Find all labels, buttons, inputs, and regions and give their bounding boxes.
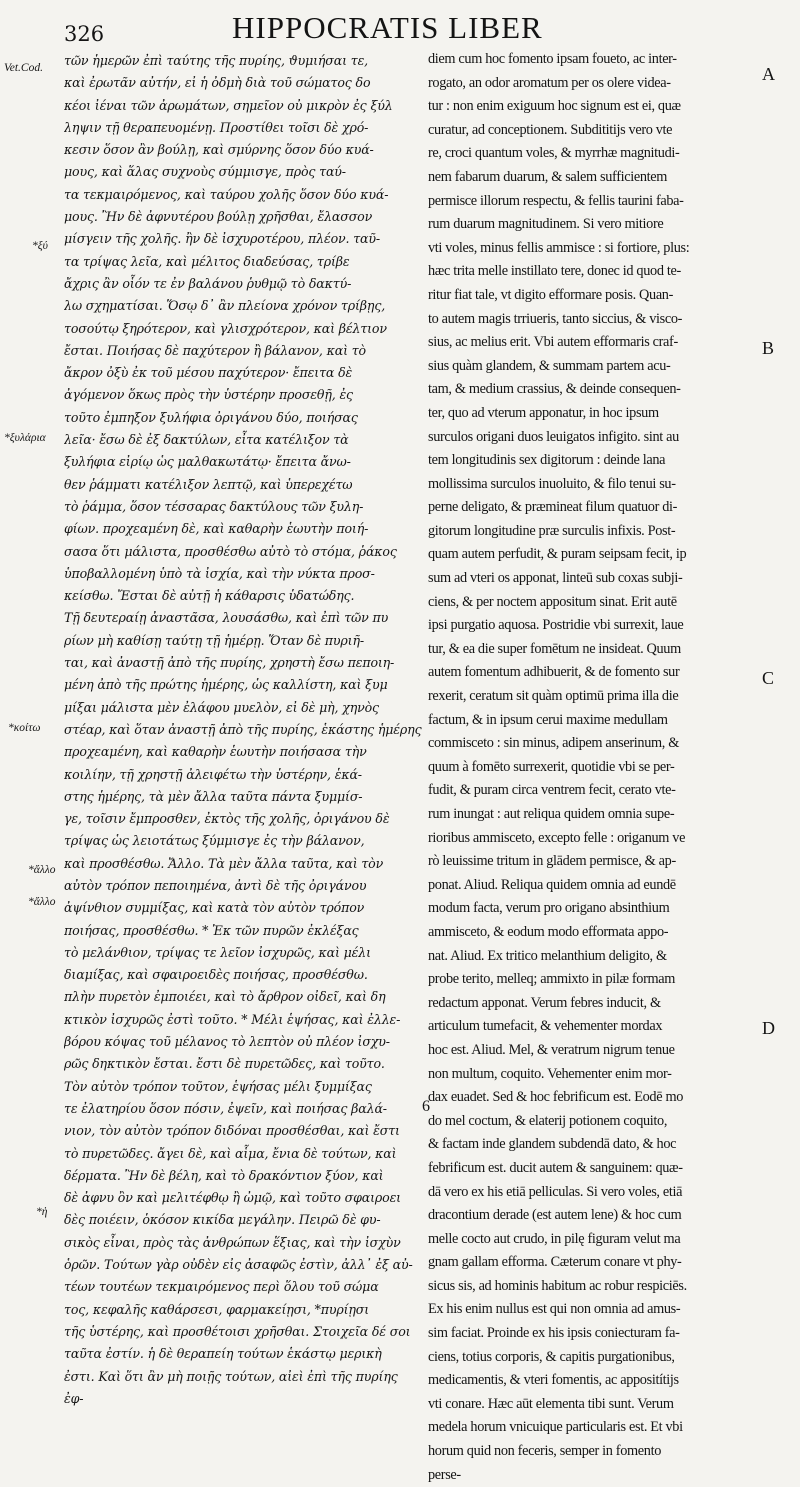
latin-line: & factam inde glandem subdendā dato, & hoc [428, 1136, 677, 1153]
latin-line: articulum tumefacit, & vehementer mordax [428, 1018, 663, 1035]
greek-text-column [64, 50, 424, 1410]
greek-line: μους. Ἢν δὲ ἀφνυτέρου βούλῃ χρῆσθαι, ἔλασσον [64, 209, 373, 225]
latin-line: rexerit, ceratum sit quàm optimū prima illa die [428, 688, 679, 705]
greek-line: καὶ ἐρωτᾶν αὐτήν, εἰ ἡ ὀδμὴ διὰ τοῦ σώματος δο [64, 75, 371, 91]
greek-line: ρίων μὴ καθίσῃ ταύτῃ τῇ ἡμέρῃ. Ὅταν δὲ πυριῆ- [64, 632, 364, 648]
latin-line: sum ad vteri os apponat, linteū sub coxas subji- [428, 570, 683, 587]
greek-line: κείσθω. Ἔσται δὲ αὐτῇ ἡ κάθαρσις ὑδατώδης. [64, 588, 355, 604]
greek-line: ἐστι. Καὶ ὅτι ἂν μὴ ποιῇς τούτων, αἰεὶ ἐπὶ τῆς πυρίης [64, 1368, 398, 1384]
section-letter-a: A [762, 64, 775, 84]
latin-line: febrificum est. ducit autem & sanguinem: quæ- [428, 1159, 683, 1176]
greek-line: διαμίξας, καὶ σφαιροειδὲς ποιήσας, προσθέσθω. [64, 967, 368, 983]
margin-note: *ξυλάρια [4, 432, 46, 444]
latin-text-column [428, 48, 768, 1487]
latin-line: ponat. Aliud. Reliqua quidem omnia ad eundē [428, 876, 676, 893]
latin-line: tem longitudinis sex digitorum : deinde lana [428, 452, 666, 469]
greek-line: μους, καὶ ἅλας συχνοὺς σύμμισγε, πρὸς ταύ- [64, 164, 346, 180]
latin-line: medicamentis, & vteri fomentis, ac appositítijs [428, 1372, 679, 1389]
greek-line: κοιλίην, τῇ χρηστῇ ἀλειφέτω τὴν ὑστέρην, ἑκά- [64, 766, 362, 782]
greek-line: στέαρ, καὶ ὅταν ἀναστῇ ἀπὸ τῆς πυρίης, ἑκάστης ἡμέρης [64, 721, 422, 737]
greek-line: σασα ὅτι μάλιστα, προσθέσθω αὐτὸ τὸ στόμα, ῥάκος [64, 543, 397, 559]
latin-line: vti voles, minus fellis ammisce : si fortiore, plus: [428, 239, 690, 256]
latin-line: hæc trita melle instillato tere, donec id quod te- [428, 263, 681, 280]
greek-line: ἀγόμενον ὅκως πρὸς τὴν ὑστέρην προσεθῇ, ἐς [64, 387, 353, 403]
latin-line: autem fomentum adhibuerit, & de fomento sur [428, 664, 680, 681]
latin-line: non multum, coquito. Vehementer enim mor- [428, 1065, 672, 1082]
latin-line: Ex his enim nullus est qui non omnia ad amus- [428, 1301, 681, 1318]
greek-line: στης ἡμέρης, τὰ μὲν ἄλλα ταῦτα πάντα ξυμμίσ- [64, 788, 363, 804]
latin-line: permisce illorum respectu, & fellis taurini faba- [428, 192, 684, 209]
greek-line: λω σχηματίσαι. Ὅσῳ δ᾽ ἂν πλείονα χρόνον τρίβῃς, [64, 298, 386, 314]
latin-line: fudit, & puram circa ventrem fecit, cerato vte- [428, 782, 676, 799]
latin-line: gitorum longitudine præ surculis infixis. Post- [428, 522, 676, 539]
section-letter-c: C [762, 668, 775, 688]
greek-line: ἀψίνθιον συμμίξας, καὶ κατὰ τὸν αὐτὸν τρόπον [64, 900, 365, 916]
latin-line: quam autem perfudit, & puram seipsam fecit, ip [428, 546, 687, 563]
page-number: 326 [64, 22, 105, 46]
latin-line: surculos origani duos leuigatos infigito. sint au [428, 428, 679, 445]
latin-line: rò leuissime tritum in glādem permisce, & ap- [428, 853, 676, 870]
greek-line: νιον, τὸν αὐτὸν τρόπον διδόναι προσθέσθαι, καὶ ἔστι [64, 1123, 400, 1139]
greek-line: τὸ ῥάμμα, ὅσον τέσσαρας δακτύλους τῶν ξυλη- [64, 498, 364, 514]
inner-numeral: 6 [422, 1098, 430, 1115]
margin-note: *ἄλλο [28, 864, 56, 876]
latin-line: rum duarum magnitudinem. Si vero mitiore [428, 216, 664, 233]
greek-line: ὑποβαλλομένη ὑπὸ τὰ ἰσχία, καὶ τὴν νύκτα προσ- [64, 565, 375, 581]
latin-line: rogato, an odor aromatum per os olere videa- [428, 74, 671, 91]
latin-line: curatur, ad conceptionem. Subdititijs vero vte [428, 121, 673, 138]
margin-note: Vet.Cod. [4, 62, 43, 74]
latin-line: dā vero ex his etiā pelliculas. Si vero voles, etiā [428, 1183, 683, 1200]
greek-line: τα τρίψας λεῖα, καὶ μέλιτος διαδεύσας, τρίβε [64, 253, 350, 269]
latin-line: quum à fomēto surrexerit, quotidie vbi se per- [428, 758, 675, 775]
latin-line: tam, & medium crassius, & deinde consequen- [428, 381, 681, 398]
greek-line: λεῖα· ἔσω δὲ ἐξ δακτύλων, εἶτα κατέλιξον τὰ [64, 432, 349, 448]
latin-line: tur, & ea die super fomētum ne insideat. Quum [428, 640, 681, 657]
latin-line: modum facta, verum pro origano absinthium [428, 900, 670, 917]
greek-line: τος, κεφαλῆς καθάρσεσι, φαρμακείῃσι, *πυρίῃσι [64, 1301, 370, 1317]
latin-line: dax euadet. Sed & hoc febrificum est. Eodē mo [428, 1089, 684, 1106]
greek-line: ταῦτα ἐστίν. ἡ δὲ θεραπείη τούτων ἑκάστῳ μερικὴ [64, 1346, 382, 1362]
latin-line: rioribus ammisceto, excepto felle : origanum ve [428, 829, 686, 846]
greek-line: ἐφ- [64, 1390, 84, 1406]
greek-line: Τῇ δευτεραίῃ ἀναστᾶσα, λουσάσθω, καὶ ἐπὶ τῶν πυ [64, 610, 389, 626]
latin-line: ammisceto, & eodum modo efformata appo- [428, 923, 669, 940]
latin-line: ciens, & per noctem appositum sinat. Erit autē [428, 593, 677, 610]
latin-line: tur : non enim exiguum hoc signum est ei, quæ [428, 98, 681, 115]
margin-note: *ἄλλο [28, 896, 56, 908]
greek-line: τε ἐλατηρίου ὅσον πόσιν, ἐψεῖν, καὶ ποιήσας βαλά- [64, 1100, 387, 1116]
greek-line: κεσιν ὅσον ἂν βούλῃ, καὶ σμύρνης ὅσον δύο κυά- [64, 142, 374, 158]
greek-line: τοσούτῳ ξηρότερον, καὶ γλισχρότερον, καὶ βέλτιον [64, 320, 387, 336]
greek-line: γε, τοῖσιν ἔμπροσθεν, ἐκτὸς τῆς χολῆς, ὀριγάνου δὲ [64, 811, 390, 827]
margin-note: *ἡ [36, 1206, 48, 1218]
greek-line: τῶν ἡμερῶν ἐπὶ ταύτης τῆς πυρίης, ϑυμιήσαι τε, [64, 53, 369, 68]
section-letter-d: D [762, 1018, 775, 1038]
latin-line: perne deligato, & præmineat filum quatuor di- [428, 499, 678, 516]
latin-line: to autem magis trriueris, tanto siccius, & visco- [428, 310, 683, 327]
latin-line: ter, quo ad vterum apponatur, in hoc ipsum [428, 404, 659, 421]
latin-line: re, croci quantum voles, & myrrhæ magnitudi- [428, 145, 680, 162]
greek-line: δὲς ποιέειν, ὁκόσον κικίδα μεγάλην. Πειρῶ δὲ φυ- [64, 1212, 381, 1228]
greek-line: δέρματα. Ἢν δὲ βέλη, καὶ τὸ δρακόντιον ξύον, καὶ [64, 1167, 384, 1183]
greek-line: ληψιν τῇ θεραπευομένῃ. Προστίθει τοῖσι δὲ χρό- [64, 119, 369, 135]
greek-line: κέοι ἰέναι τῶν ἀρωμάτων, σημεῖον οὐ μικρὸν ἐς ξύλ [64, 97, 393, 113]
latin-line: do mel coctum, & elaterij potionem coquito, [428, 1112, 668, 1129]
greek-line: θεν ῥάμματι κατέλιξον λεπτῷ, καὶ ὑπερεχέτω [64, 476, 353, 492]
greek-line: ποιήσας, προσθέσθω. * Ἐκ τῶν πυρῶν ἐκλέξας [64, 922, 359, 938]
latin-line: dracontium derade (est autem lene) & hoc cum [428, 1207, 682, 1224]
latin-line: ciens, totius corporis, & capitis purgationibus, [428, 1348, 675, 1365]
latin-line: probe terito, melleq; ammixto in pilæ formam [428, 971, 676, 988]
latin-line: melle cocto aut crudo, in pilę figuram velut ma [428, 1230, 681, 1247]
latin-line: commisceto : sin minus, adipem anserinum, & [428, 735, 679, 752]
greek-line: προχεαμένη, καὶ καθαρὴν ἑωυτὴν ποιήσασα τὴν [64, 744, 367, 760]
latin-line: rum inungat : aut reliqua quidem omnia supe- [428, 806, 675, 822]
greek-line: μένη ἀπὸ τῆς πρώτης ἡμέρης, ὡς καλλίστη, καὶ ξυμ [64, 677, 388, 693]
greek-line: τὸ πυρετῶδες. ἄγει δὲ, καὶ αἷμα, ἔνια δὲ τούτων, καὶ [64, 1145, 397, 1161]
latin-line: nat. Aliud. Ex tritico melanthium deligito, & [428, 947, 667, 964]
latin-line: sius, ac melius erit. Vbi autem efformaris craf- [428, 334, 678, 351]
greek-line: τα τεκμαιρόμενος, καὶ ταύρου χολῆς ὅσον δύο κυά- [64, 186, 389, 202]
running-title: HIPPOCRATIS LIBER [232, 10, 543, 45]
latin-line: medela horum vnicuique particularis est. Et vbi [428, 1419, 683, 1436]
latin-line: ipsi purgatio aquosa. Postridie vbi surrexit, laue [428, 617, 684, 634]
margin-note: *κοίτω [8, 722, 41, 734]
latin-line: redactum apponat. Verum febres inducit, & [428, 994, 661, 1011]
greek-line: ται, καὶ ἀναστῇ ἀπὸ τῆς πυρίης, χρηστὴ ἔσω πεποιη- [64, 655, 395, 671]
greek-line: τῆς ὑστέρης, καὶ προσθέτοισι χρῆσθαι. Στοιχεῖα δέ σοι [64, 1323, 411, 1339]
latin-line: diem cum hoc fomento ipsam foueto, ac inter- [428, 51, 677, 67]
latin-line: vti conare. Hæc aūt elementa tibi sunt. Verum [428, 1395, 674, 1412]
greek-line: μίσγειν τῆς χολῆς. ἢν δὲ ἰσχυροτέρου, πλέον. ταῦ- [64, 231, 380, 247]
greek-line: φίων. προχεαμένη δὲ, καὶ καθαρὴν ἑωυτὴν ποιή- [64, 521, 369, 537]
greek-line: βόρου κόψας τοῦ μέλανος τὸ λεπτὸν οὐ πλέον ἰσχυ- [64, 1034, 390, 1050]
greek-line: ὁρῶν. Τούτων γὰρ οὐδὲν εἰς ἀσαφῶς ἐστὶν, ἀλλ᾽ ἐξ αὐ- [64, 1257, 413, 1273]
greek-line: ἔσται. Ποιήσας δὲ παχύτερον ἢ βάλανον, καὶ τὸ [64, 342, 366, 358]
latin-line: mollissima surculos inuoluito, & filo tenui su- [428, 475, 676, 492]
greek-line: αὐτὸν τρόπον πεποιημένα, ἀντὶ δὲ τῆς ὀριγάνου [64, 877, 367, 893]
margin-note: *ξύ [32, 240, 48, 252]
greek-line: καὶ προσθέσθω. Ἄλλο. Τὰ μὲν ἄλλα ταῦτα, καὶ τὸν [64, 855, 384, 871]
greek-line: τρίψας ὡς λειοτάτως ξύμμισγε ἐς τὴν βάλανον, [64, 833, 365, 849]
greek-line: ξυλήφια εἰρίῳ ὡς μαλθακωτάτῳ· ἔπειτα ἄνω- [64, 454, 351, 470]
greek-line: ρῶς δηκτικὸν ἔσται. ἔστι δὲ πυρετῶδες, καὶ τοῦτο. [64, 1056, 385, 1072]
latin-line: horum quid non feceris, semper in fomento [428, 1443, 662, 1460]
latin-line: factum, & in ipsum cerui maxime medullam [428, 711, 668, 728]
latin-line: sicus sis, ad hominis habitum ac robur respiciēs. [428, 1277, 687, 1294]
greek-line: Τὸν αὐτὸν τρόπον τοῦτον, ἑψήσας μέλι ξυμμίξας [64, 1078, 372, 1094]
greek-line: σικὸς εἶναι, πρὸς τὰς ἀνθρώπων ἕξιας, καὶ τὴν ἰσχὺν [64, 1234, 401, 1250]
greek-line: δὲ ἀφνυ ὂν καὶ μελιτέφθῳ ἢ ὠμῷ, καὶ τοῦτο σφαιροει [64, 1190, 401, 1206]
greek-line: τὸ μελάνθιον, τρίψας τε λεῖον ἰσχυρῶς, καὶ μέλι [64, 944, 371, 960]
latin-line: ritur fiat tale, vt digito efformare posis. Quan- [428, 286, 674, 303]
greek-line: κτικὸν ἰσχυρῶς ἐστὶ τοῦτο. * Μέλι ἑψήσας, καὶ ἐλλε- [64, 1011, 401, 1027]
greek-line: μίξαι μάλιστα μὲν ἐλάφου μυελὸν, εἰ δὲ μὴ, χηνὸς [64, 699, 379, 715]
latin-line: hoc est. Aliud. Mel, & veratrum nigrum tenue [428, 1041, 675, 1058]
latin-line: nem fabarum duarum, & salem sufficientem [428, 168, 668, 185]
section-letter-b: B [762, 338, 775, 358]
latin-line: sim faciat. Proinde ex his ipsis coniecturam fa- [428, 1325, 680, 1342]
latin-line: gnam gallam efforma. Cæterum conare vt phy- [428, 1254, 682, 1271]
latin-line: perse- [428, 1466, 461, 1483]
greek-line: πλὴν πυρετὸν ἐμποιέει, καὶ τὸ ἄρθρον οἰδεῖ, καὶ δη [64, 989, 386, 1005]
greek-line: τοῦτο ἐμπηξον ξυλήφια ὀριγάνου δύο, ποιήσας [64, 409, 358, 425]
greek-line: ἄχρις ἂν οἷόν τε ἐν βαλάνου ῥυθμῷ τὸ δακτύ- [64, 275, 352, 291]
greek-line: ἄκρον ὀξὺ ἐκ τοῦ μέσου παχύτερον· ἔπειτα δὲ [64, 365, 353, 381]
latin-line: sius quàm glandem, & summam partem acu- [428, 357, 671, 374]
greek-line: τέων τουτέων τεκμαιρόμενος περὶ ὅλου τοῦ σώμα [64, 1279, 379, 1295]
